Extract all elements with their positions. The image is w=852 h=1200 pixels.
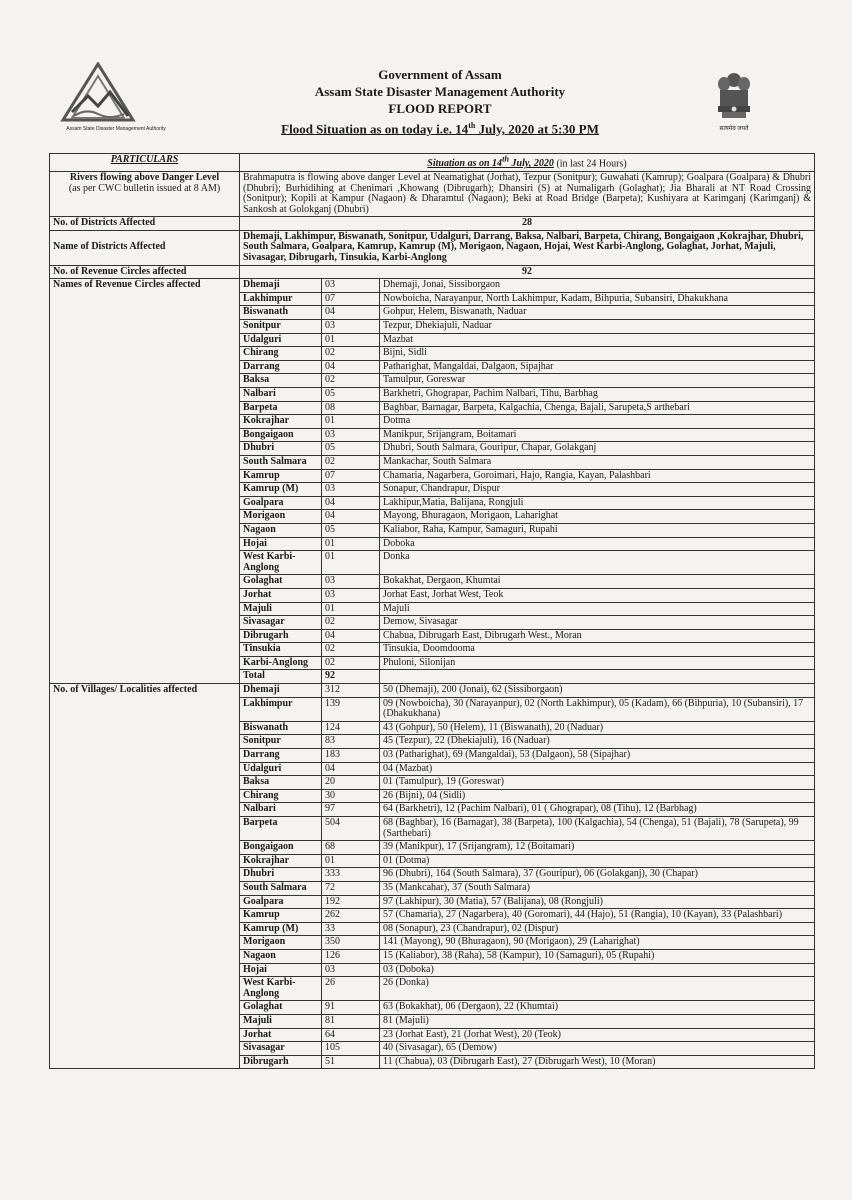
names-value: Mayong, Bhuragaon, Morigaon, Laharighat bbox=[380, 510, 815, 524]
rivers-row bbox=[50, 171, 815, 216]
districts-count-value: 28 bbox=[240, 217, 815, 231]
district-name: Tinsukia bbox=[240, 643, 322, 657]
names-value: Majuli bbox=[380, 602, 815, 616]
count-value: 83 bbox=[322, 735, 380, 749]
names-value: 45 (Tezpur), 22 (Dhekiajuli), 16 (Naduar) bbox=[380, 735, 815, 749]
district-name: Biswanath bbox=[240, 721, 322, 735]
count-value: 03 bbox=[322, 963, 380, 977]
count-value: 04 bbox=[322, 496, 380, 510]
district-name: Baksa bbox=[240, 374, 322, 388]
districts-names-label: Name of Districts Affected bbox=[50, 230, 240, 265]
district-name: Nalbari bbox=[240, 388, 322, 402]
names-value: 68 (Baghbar), 16 (Barnagar), 38 (Barpeta), 100 (Kalgachia), 54 (Chenga), 51 (Bajali), 78 (Sarupeta), 99 (Sarthebari) bbox=[380, 817, 815, 841]
count-value: 33 bbox=[322, 922, 380, 936]
names-value: Bokakhat, Dergaon, Khumtai bbox=[380, 575, 815, 589]
district-name: Kokrajhar bbox=[240, 415, 322, 429]
national-emblem bbox=[712, 70, 756, 132]
title-flood-situation: Flood Situation as on today i.e. 14th July, 2020 at 5:30 PM bbox=[281, 121, 599, 137]
names-value: 01 (Dotma) bbox=[380, 854, 815, 868]
names-value: Patharighat, Mangaldai, Dalgaon, Sipajhar bbox=[380, 360, 815, 374]
circle-row-label: Names of Revenue Circles affected bbox=[50, 279, 240, 684]
district-name: Goalpara bbox=[240, 496, 322, 510]
names-value: Dotma bbox=[380, 415, 815, 429]
names-value: 26 (Bijni), 04 (Sidli) bbox=[380, 789, 815, 803]
count-value: 01 bbox=[322, 415, 380, 429]
district-name: Majuli bbox=[240, 1014, 322, 1028]
names-value: Baghbar, Barnagar, Barpeta, Kalgachia, Chenga, Bajali, Sarupeta,S arthebari bbox=[380, 401, 815, 415]
names-value: 50 (Dhemaji), 200 (Jonai), 62 (Sissiborgaon) bbox=[380, 684, 815, 698]
names-value: Tinsukia, Doomdooma bbox=[380, 643, 815, 657]
count-value: 01 bbox=[322, 333, 380, 347]
district-name: Kokrajhar bbox=[240, 854, 322, 868]
names-value: 03 (Patharighat), 69 (Mangaldai), 53 (Dalgaon), 58 (Sipajhar) bbox=[380, 749, 815, 763]
district-name: Total bbox=[240, 670, 322, 684]
names-value: 04 (Mazbat) bbox=[380, 762, 815, 776]
count-value: 05 bbox=[322, 523, 380, 537]
count-value: 72 bbox=[322, 881, 380, 895]
title-authority: Assam State Disaster Management Authority bbox=[314, 84, 566, 99]
names-value: 03 (Doboka) bbox=[380, 963, 815, 977]
district-name: Morigaon bbox=[240, 510, 322, 524]
names-value: 141 (Mayong), 90 (Bhuragaon), 90 (Morigaon), 29 (Laharighat) bbox=[380, 936, 815, 950]
count-value: 51 bbox=[322, 1055, 380, 1069]
names-value: Bijni, Sidli bbox=[380, 347, 815, 361]
district-name: Goalpara bbox=[240, 895, 322, 909]
district-name: Jorhat bbox=[240, 1028, 322, 1042]
count-value: 30 bbox=[322, 789, 380, 803]
count-value: 26 bbox=[322, 977, 380, 1001]
district-name: Dibrugarh bbox=[240, 629, 322, 643]
district-name: Chirang bbox=[240, 347, 322, 361]
names-value: Lakhipur,Matia, Balijana, Rongjuli bbox=[380, 496, 815, 510]
names-value: 97 (Lakhipur), 30 (Matia), 57 (Balijana), 08 (Rongjuli) bbox=[380, 895, 815, 909]
district-name: Kamrup (M) bbox=[240, 922, 322, 936]
count-value: 01 bbox=[322, 854, 380, 868]
count-value: 262 bbox=[322, 909, 380, 923]
village-row-label: No. of Villages/ Localities affected bbox=[50, 684, 240, 1069]
district-name: Sonitpur bbox=[240, 320, 322, 334]
count-value: 183 bbox=[322, 749, 380, 763]
count-value: 64 bbox=[322, 1028, 380, 1042]
names-value: Tamulpur, Goreswar bbox=[380, 374, 815, 388]
names-value: Jorhat East, Jorhat West, Teok bbox=[380, 588, 815, 602]
district-name: Kamrup bbox=[240, 909, 322, 923]
district-name: Lakhimpur bbox=[240, 697, 322, 721]
names-value: Dhemaji, Jonai, Sissiborgaon bbox=[380, 279, 815, 293]
count-value: 02 bbox=[322, 656, 380, 670]
names-value: Doboka bbox=[380, 537, 815, 551]
district-name: Morigaon bbox=[240, 936, 322, 950]
districts-count-row bbox=[50, 217, 815, 231]
count-value: 03 bbox=[322, 588, 380, 602]
district-name: Sivasagar bbox=[240, 1042, 322, 1056]
names-value: Kaliabor, Raha, Kampur, Samaguri, Rupahi bbox=[380, 523, 815, 537]
count-value: 81 bbox=[322, 1014, 380, 1028]
count-value: 03 bbox=[322, 575, 380, 589]
district-name: Nalbari bbox=[240, 803, 322, 817]
district-name: West Karbi-Anglong bbox=[240, 551, 322, 575]
names-value: Barkhetri, Ghograpar, Pachim Nalbari, Tihu, Barbhag bbox=[380, 388, 815, 402]
district-name: Jorhat bbox=[240, 588, 322, 602]
names-value: Demow, Sivasagar bbox=[380, 616, 815, 630]
logo-caption: Assam State Disaster Management Authority bbox=[66, 126, 166, 132]
district-name: Baksa bbox=[240, 776, 322, 790]
count-value: 02 bbox=[322, 616, 380, 630]
count-value: 139 bbox=[322, 697, 380, 721]
names-value: 15 (Kaliabor), 38 (Raha), 58 (Kampur), 10 (Samaguri), 05 (Rupahi) bbox=[380, 949, 815, 963]
district-name: Hojai bbox=[240, 963, 322, 977]
count-value: 04 bbox=[322, 360, 380, 374]
count-value: 124 bbox=[322, 721, 380, 735]
circle-row bbox=[50, 279, 815, 293]
district-name: Kamrup (M) bbox=[240, 483, 322, 497]
count-value: 04 bbox=[322, 629, 380, 643]
names-value: 63 (Bokakhat), 06 (Dergaon), 22 (Khumtai) bbox=[380, 1001, 815, 1015]
district-name: Barpeta bbox=[240, 401, 322, 415]
district-name: South Salmara bbox=[240, 881, 322, 895]
count-value: 01 bbox=[322, 537, 380, 551]
district-name: Darrang bbox=[240, 749, 322, 763]
count-value: 05 bbox=[322, 388, 380, 402]
names-value: Mankachar, South Salmara bbox=[380, 455, 815, 469]
names-value: Sonapur, Chandrapur, Dispur bbox=[380, 483, 815, 497]
circles-count-row bbox=[50, 265, 815, 279]
district-name: Nagaon bbox=[240, 949, 322, 963]
names-value: 43 (Gohpur), 50 (Helem), 11 (Biswanath), 20 (Naduar) bbox=[380, 721, 815, 735]
count-value: 97 bbox=[322, 803, 380, 817]
flood-report-table bbox=[49, 153, 815, 1069]
district-name: Dhubri bbox=[240, 442, 322, 456]
names-value: 96 (Dhubri), 164 (South Salmara), 37 (Gouripur), 06 (Golakganj), 30 (Chapar) bbox=[380, 868, 815, 882]
district-name: Karbi-Anglong bbox=[240, 656, 322, 670]
situation-heading: Situation as on 14th July, 2020 (in last 24 Hours) bbox=[240, 154, 815, 172]
names-value: Dhubri, South Salmara, Gouripur, Chapar, Golakganj bbox=[380, 442, 815, 456]
districts-count-label: No. of Districts Affected bbox=[50, 217, 240, 231]
district-name: Sivasagar bbox=[240, 616, 322, 630]
names-value: Mazbat bbox=[380, 333, 815, 347]
districts-names-value: Dhemaji, Lakhimpur, Biswanath, Sonitpur, Udalguri, Darrang, Baksa, Nalbari, Barpeta, Chirang, Bongaigaon ,Kokrajhar, Dhubri, South Salmara, Goalpara, Kamrup, Kamrup (M), Morigaon, Nagaon, Hojai, West Karbi-Anglong, Golaghat, Jorhat, Majuli, Sivasagar, Dibrugarh, Tinsukia, Karbi-Anglong bbox=[240, 230, 815, 265]
particulars-heading: PARTICULARS bbox=[50, 154, 240, 172]
names-value: 09 (Nowboicha), 30 (Narayanpur), 02 (North Lakhimpur), 05 (Kadam), 66 (Bihpuria), 10 (Subansiri), 17 (Dhakukhana) bbox=[380, 697, 815, 721]
district-name: Dibrugarh bbox=[240, 1055, 322, 1069]
names-value: 39 (Manikpur), 17 (Srijangram), 12 (Boitamari) bbox=[380, 841, 815, 855]
district-name: Majuli bbox=[240, 602, 322, 616]
names-value: Gohpur, Helem, Biswanath, Naduar bbox=[380, 306, 815, 320]
district-name: Nagaon bbox=[240, 523, 322, 537]
count-value: 03 bbox=[322, 279, 380, 293]
count-value: 04 bbox=[322, 510, 380, 524]
rivers-label-cell: Rivers flowing above Danger Level (as per CWC bulletin issued at 8 AM) bbox=[50, 171, 240, 216]
names-value: Manikpur, Srijangram, Boitamari bbox=[380, 428, 815, 442]
count-value: 08 bbox=[322, 401, 380, 415]
count-value: 20 bbox=[322, 776, 380, 790]
count-value: 02 bbox=[322, 347, 380, 361]
names-value: Nowboicha, Narayanpur, North Lakhimpur, Kadam, Bihpuria, Subansiri, Dhakukhana bbox=[380, 292, 815, 306]
names-value: Donka bbox=[380, 551, 815, 575]
count-value: 333 bbox=[322, 868, 380, 882]
count-value: 504 bbox=[322, 817, 380, 841]
names-value bbox=[380, 670, 815, 684]
count-value: 92 bbox=[322, 670, 380, 684]
district-name: Bongaigaon bbox=[240, 841, 322, 855]
district-name: Chirang bbox=[240, 789, 322, 803]
count-value: 04 bbox=[322, 306, 380, 320]
names-value: 01 (Tamulpur), 19 (Goreswar) bbox=[380, 776, 815, 790]
count-value: 03 bbox=[322, 483, 380, 497]
title-flood-report: FLOOD REPORT bbox=[388, 101, 492, 116]
names-value: 26 (Donka) bbox=[380, 977, 815, 1001]
district-name: Hojai bbox=[240, 537, 322, 551]
count-value: 68 bbox=[322, 841, 380, 855]
village-row bbox=[50, 684, 815, 698]
circles-count-label: No. of Revenue Circles affected bbox=[50, 265, 240, 279]
district-name: South Salmara bbox=[240, 455, 322, 469]
count-value: 02 bbox=[322, 374, 380, 388]
district-name: Udalguri bbox=[240, 333, 322, 347]
names-value: 08 (Sonapur), 23 (Chandrapur), 02 (Dispur) bbox=[380, 922, 815, 936]
district-name: Lakhimpur bbox=[240, 292, 322, 306]
district-name: Golaghat bbox=[240, 575, 322, 589]
names-value: 35 (Mankcahar), 37 (South Salmara) bbox=[380, 881, 815, 895]
report-header bbox=[0, 0, 852, 150]
district-name: Darrang bbox=[240, 360, 322, 374]
districts-names-row bbox=[50, 230, 815, 265]
count-value: 03 bbox=[322, 320, 380, 334]
names-value: Tezpur, Dhekiajuli, Naduar bbox=[380, 320, 815, 334]
count-value: 350 bbox=[322, 936, 380, 950]
count-value: 07 bbox=[322, 469, 380, 483]
names-value: 57 (Chamaria), 27 (Nagarbera), 40 (Goromari), 44 (Hajo), 51 (Rangia), 10 (Kayan), 33 (Palashbari) bbox=[380, 909, 815, 923]
count-value: 126 bbox=[322, 949, 380, 963]
count-value: 05 bbox=[322, 442, 380, 456]
table-header-row bbox=[50, 154, 815, 172]
names-value: Chabua, Dibrugarh East, Dibrugarh West., Moran bbox=[380, 629, 815, 643]
count-value: 105 bbox=[322, 1042, 380, 1056]
district-name: West Karbi-Anglong bbox=[240, 977, 322, 1001]
title-government: Government of Assam bbox=[378, 67, 502, 82]
names-value: Phuloni, Silonijan bbox=[380, 656, 815, 670]
asdma-logo bbox=[58, 62, 174, 138]
emblem-motto: सत्यमेव जयते bbox=[719, 126, 749, 132]
count-value: 02 bbox=[322, 643, 380, 657]
district-name: Golaghat bbox=[240, 1001, 322, 1015]
count-value: 07 bbox=[322, 292, 380, 306]
district-name: Kamrup bbox=[240, 469, 322, 483]
names-value: 64 (Barkhetri), 12 (Pachim Nalbari), 01 ( Ghograpar), 08 (Tihu), 12 (Barbhag) bbox=[380, 803, 815, 817]
count-value: 04 bbox=[322, 762, 380, 776]
count-value: 02 bbox=[322, 455, 380, 469]
district-name: Biswanath bbox=[240, 306, 322, 320]
circles-count-value: 92 bbox=[240, 265, 815, 279]
report-title-block bbox=[210, 66, 670, 137]
count-value: 91 bbox=[322, 1001, 380, 1015]
names-value: 23 (Jorhat East), 21 (Jorhat West), 20 (Teok) bbox=[380, 1028, 815, 1042]
district-name: Bongaigaon bbox=[240, 428, 322, 442]
count-value: 312 bbox=[322, 684, 380, 698]
names-value: Chamaria, Nagarbera, Goroimari, Hajo, Rangia, Kayan, Palashbari bbox=[380, 469, 815, 483]
district-name: Barpeta bbox=[240, 817, 322, 841]
district-name: Sonitpur bbox=[240, 735, 322, 749]
count-value: 01 bbox=[322, 551, 380, 575]
district-name: Udalguri bbox=[240, 762, 322, 776]
district-name: Dhemaji bbox=[240, 279, 322, 293]
district-name: Dhubri bbox=[240, 868, 322, 882]
names-value: 11 (Chabua), 03 (Dibrugarh East), 27 (Dibrugarh West), 10 (Moran) bbox=[380, 1055, 815, 1069]
district-name: Dhemaji bbox=[240, 684, 322, 698]
names-value: 81 (Majuli) bbox=[380, 1014, 815, 1028]
names-value: 40 (Sivasagar), 65 (Demow) bbox=[380, 1042, 815, 1056]
count-value: 01 bbox=[322, 602, 380, 616]
count-value: 192 bbox=[322, 895, 380, 909]
count-value: 03 bbox=[322, 428, 380, 442]
rivers-text: Brahmaputra is flowing above danger Level at Neamatighat (Jorhat), Tezpur (Sonitpur); Guwahati (Kamrup); Goalpara (Goalpara) & Dhubri (Dhubri); Burhidihing at Chenimari ,Khowang (Dibrugarh); Dhansiri (S) at Numaligarh (Golaghat); Jia Bharali at NT Road Crossing (Sonitpur); Kopili at Kampur (Nagaon) & Dharamtul (Nagaon); Beki at Road Bridge (Barpeta); Kushiyara at Karimganj (Karimganj) & Sankosh at Golokganj (Dhubri) bbox=[240, 171, 815, 216]
